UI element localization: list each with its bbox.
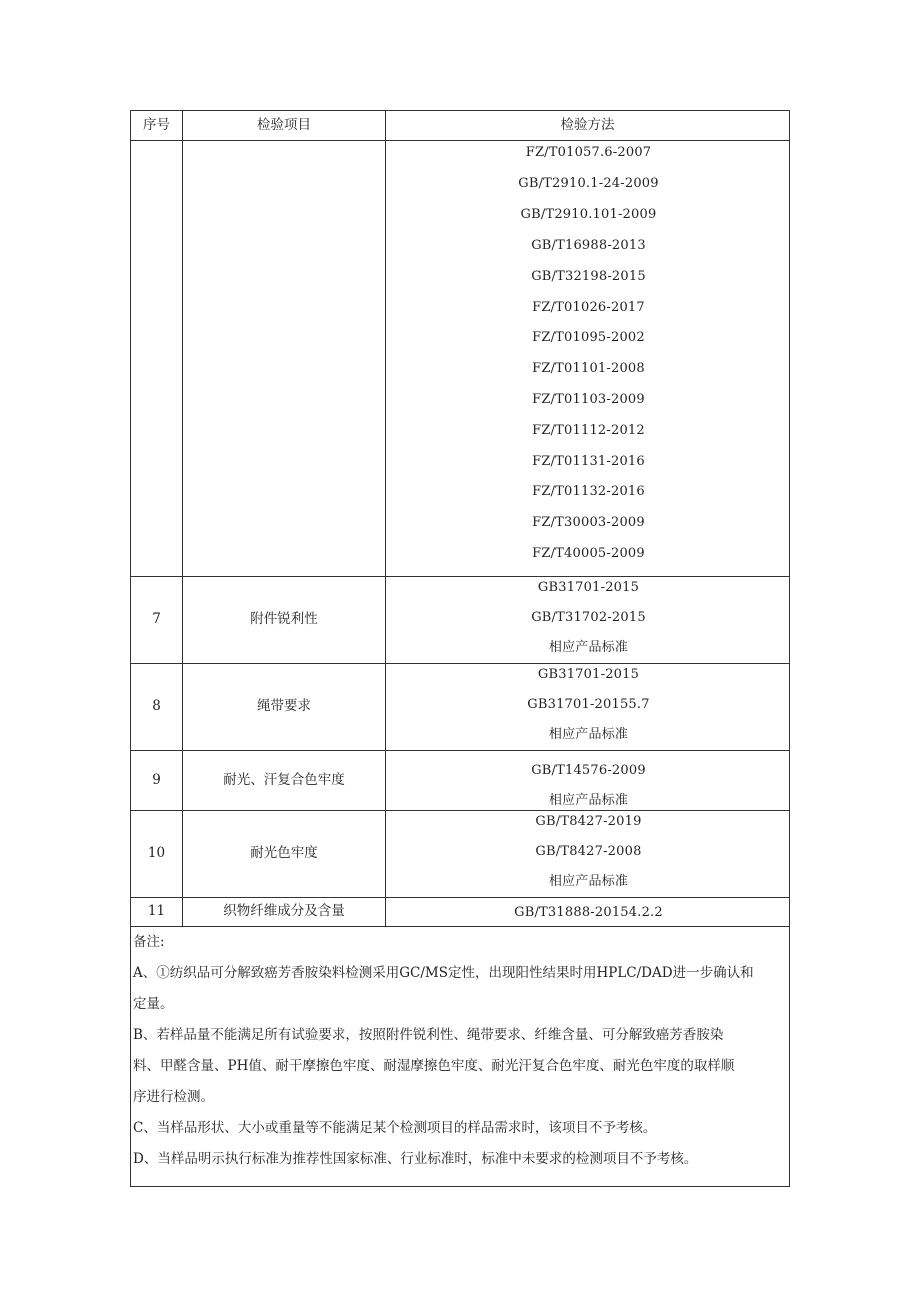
- row-serial: 10: [147, 845, 166, 862]
- method-standard: GB/T8427-2019: [535, 814, 642, 829]
- method-standard: GB/T31888-20154.2.2: [514, 905, 663, 920]
- header-divider: [131, 140, 789, 141]
- method-standard: FZ/T01095-2002: [532, 330, 645, 345]
- method-standard: FZ/T01131-2016: [532, 454, 645, 469]
- method-standard: FZ/T01057.6-2007: [525, 145, 652, 160]
- row-serial: 8: [152, 698, 161, 715]
- note-line: 料、甲醛含量、PH值、耐干摩擦色牢度、耐湿摩擦色牢度、耐光汗复合色牢度、耐光色牢度的取样顺: [133, 1058, 735, 1074]
- column-divider: [385, 111, 386, 926]
- note-line: D、当样品明示执行标准为推荐性国家标准、行业标准时，标准中未要求的检测项目不予考核。: [133, 1151, 698, 1167]
- method-standard: FZ/T30003-2009: [532, 515, 645, 530]
- row-item: 织物纤维成分及含量: [223, 903, 345, 920]
- method-standard: GB31701-20155.7: [527, 697, 650, 712]
- method-standard: GB/T2910.1-24-2009: [518, 176, 659, 191]
- note-line: C、当样品形状、大小或重量等不能满足某个检测项目的样品需求时，该项目不予考核。: [133, 1120, 657, 1136]
- method-standard: FZ/T01132-2016: [532, 484, 645, 499]
- header-method: 检验方法: [560, 116, 615, 133]
- row-item: 绳带要求: [257, 698, 311, 715]
- header-item: 检验项目: [257, 116, 311, 133]
- method-standard: GB31701-2015: [537, 580, 640, 595]
- notes-title: 备注:: [133, 934, 165, 950]
- method-standard: 相应产品标准: [548, 640, 629, 655]
- method-standard: GB/T14576-2009: [531, 763, 646, 778]
- method-standard: 相应产品标准: [548, 793, 629, 808]
- method-standard: GB/T8427-2008: [535, 844, 642, 859]
- header-serial: 序号: [143, 116, 170, 133]
- method-standard: GB31701-2015: [537, 667, 640, 682]
- note-line: 序进行检测。: [133, 1089, 214, 1105]
- method-standard: GB/T32198-2015: [531, 269, 646, 284]
- note-line: 定量。: [133, 996, 174, 1012]
- inspection-table: [130, 110, 790, 1187]
- row-item: 附件锐利性: [250, 611, 318, 628]
- method-standard: 相应产品标准: [548, 874, 629, 889]
- method-standard: GB/T2910.101-2009: [520, 207, 657, 222]
- note-line: A、①纺织品可分解致癌芳香胺染料检测采用GC/MS定性，出现阳性结果时用HPLC/DAD进一步确认和: [133, 965, 754, 981]
- method-standard: FZ/T01026-2017: [532, 300, 645, 315]
- method-standard: FZ/T01103-2009: [532, 392, 645, 407]
- method-standard: FZ/T01101-2008: [532, 361, 645, 376]
- row-serial: 7: [152, 611, 161, 628]
- row-item: 耐光色牢度: [250, 845, 318, 862]
- row-serial: 11: [147, 903, 166, 920]
- method-standard: FZ/T01112-2012: [532, 423, 645, 438]
- row-serial: 9: [152, 771, 161, 788]
- row-item: 耐光、汗复合色牢度: [223, 771, 345, 788]
- method-standard: GB/T16988-2013: [531, 238, 646, 253]
- note-line: B、若样品量不能满足所有试验要求，按照附件锐利性、绳带要求、纤维含量、可分解致癌芳香胺染: [133, 1027, 724, 1043]
- method-standard: GB/T31702-2015: [531, 610, 646, 625]
- method-standard: 相应产品标准: [548, 727, 629, 742]
- method-standard: FZ/T40005-2009: [532, 546, 645, 561]
- notes-section: [133, 927, 787, 1175]
